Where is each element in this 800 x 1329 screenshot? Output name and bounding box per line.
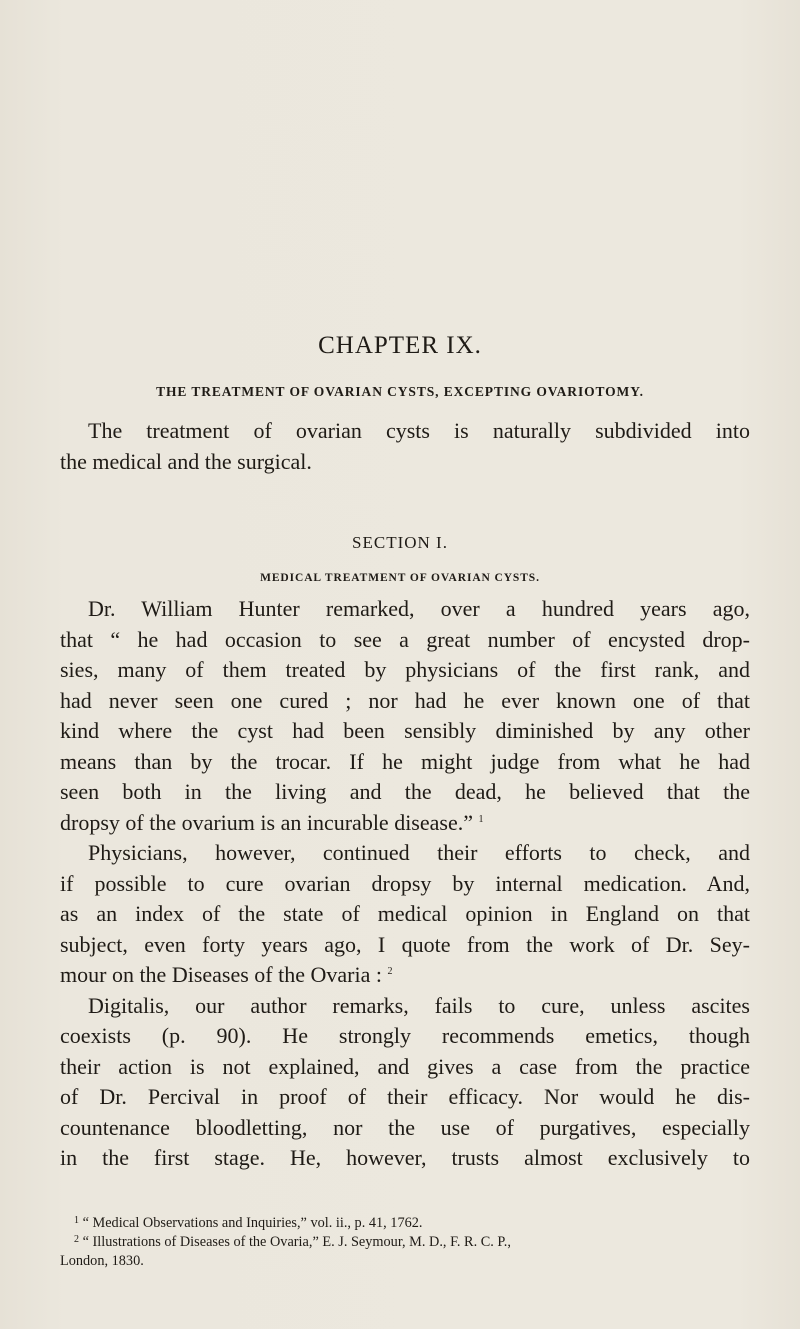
body-line: Dr. William Hunter remarked, over a hundred years ago, xyxy=(88,596,750,621)
body-line: of Dr. Percival in proof of their efficacy. Nor would he dis- xyxy=(60,1084,750,1109)
chapter-heading: CHAPTER IX. xyxy=(318,332,482,359)
body-line: sies, many of them treated by physicians of the first rank, and xyxy=(60,657,750,682)
intro-paragraph xyxy=(60,416,750,477)
body-line: countenance bloodletting, nor the use of purgatives, especially xyxy=(60,1114,750,1140)
body-line: Physicians, however, continued their efforts to check, and xyxy=(88,840,750,865)
body-line xyxy=(60,960,750,991)
footnote-2-continued: London, 1830. xyxy=(60,1253,144,1269)
body-text xyxy=(60,594,750,1174)
body-line-text: dropsy of the ovarium is an incurable disease.” xyxy=(60,809,473,835)
body-line: in the first stage. He, however, trusts almost exclusively to xyxy=(60,1145,750,1170)
body-line-text: mour on the Diseases of the Ovaria : xyxy=(60,962,382,987)
body-line: Digitalis, our author remarks, fails to cure, unless ascites xyxy=(88,992,750,1018)
footnote-1 xyxy=(60,1214,750,1233)
footnote-2 xyxy=(60,1233,750,1252)
chapter-subtitle: THE TREATMENT OF OVARIAN CYSTS, EXCEPTING OVARIOTOMY. xyxy=(156,384,644,399)
footnote-marker: 2 xyxy=(74,1234,79,1245)
body-line: kind where the cyst had been sensibly diminished by any other xyxy=(60,718,750,743)
body-line: had never seen one cured ; nor had he ever known one of that xyxy=(60,687,750,713)
body-line: means than by the trocar. If he might judge from what he had xyxy=(60,748,750,774)
intro-line: The treatment of ovarian cysts is naturally subdivided into xyxy=(88,418,750,443)
footnote-text: “ Medical Observations and Inquiries,” vol. ii., p. 41, 1762. xyxy=(82,1215,423,1231)
body-line: seen both in the living and the dead, he believed that the xyxy=(60,779,750,804)
section-subtitle: MEDICAL TREATMENT OF OVARIAN CYSTS. xyxy=(260,572,540,584)
body-line: as an index of the state of medical opinion in England on that xyxy=(60,901,750,926)
footnote-ref-2: 2 xyxy=(387,966,393,977)
body-line: that “ he had occasion to see a great number of encysted drop- xyxy=(60,626,750,652)
footnote-text: “ Illustrations of Diseases of the Ovaria,” E. J. Seymour, M. D., F. R. C. P., xyxy=(82,1234,511,1250)
body-line: their action is not explained, and gives a case from the practice xyxy=(60,1053,750,1079)
footnote-marker: 1 xyxy=(74,1215,79,1226)
body-line: coexists (p. 90). He strongly recommends emetics, though xyxy=(60,1023,750,1048)
footnotes xyxy=(60,1214,750,1271)
body-line: subject, even forty years ago, I quote from the work of Dr. Sey- xyxy=(60,931,750,957)
body-line xyxy=(60,808,750,839)
body-line: if possible to cure ovarian dropsy by internal medication. And, xyxy=(60,870,750,896)
intro-line: the medical and the surgical. xyxy=(60,448,312,474)
section-heading: SECTION I. xyxy=(352,533,448,552)
footnote-ref-1: 1 xyxy=(478,813,484,825)
